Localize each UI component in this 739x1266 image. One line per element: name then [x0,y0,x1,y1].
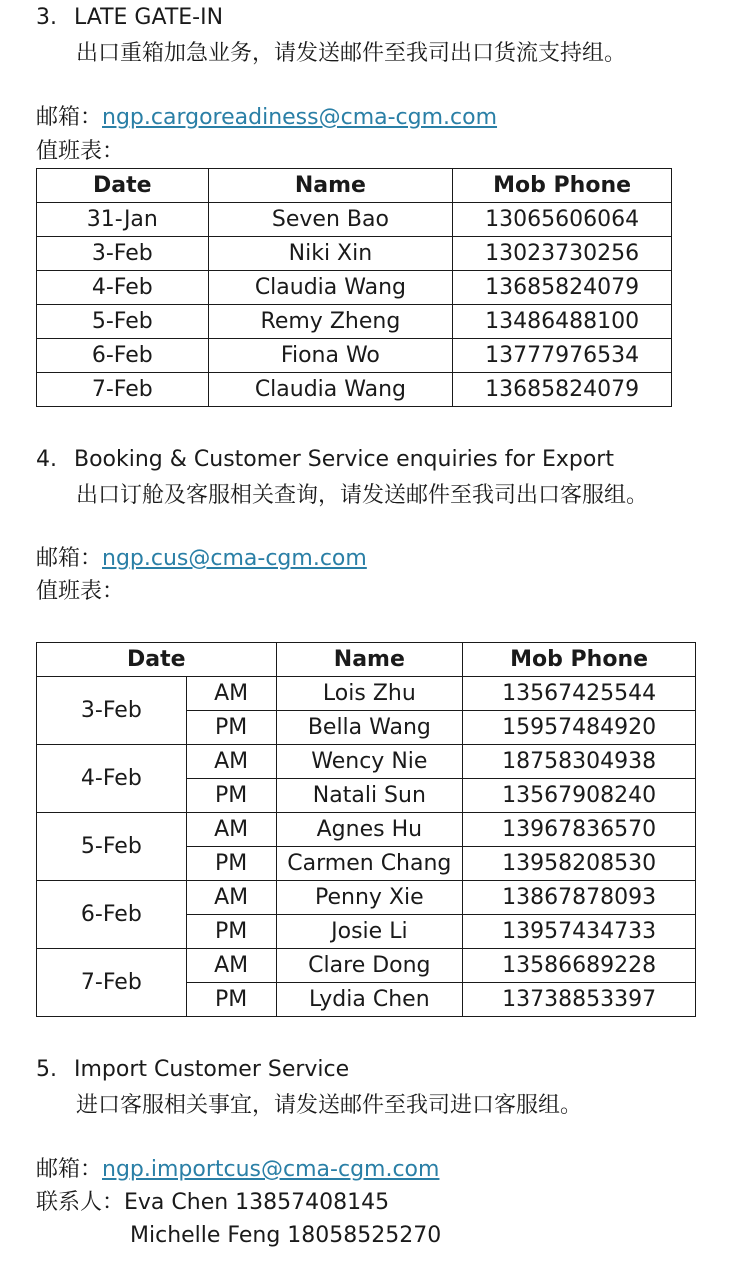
table-row [37,271,672,305]
table-row [37,237,672,271]
table-row [37,881,696,915]
table-header-row [37,643,696,677]
column-header-name: Name [276,643,463,677]
section4-email-line [36,545,367,573]
section5-email-link[interactable]: ngp.importcus@cma-cgm.com [102,1157,440,1182]
cell-period: AM [186,881,276,915]
cell-phone: 18758304938 [463,745,696,779]
cell-date: 7-Feb [37,949,187,1017]
cell-date: 4-Feb [37,271,209,305]
section5-contact-line [36,1189,389,1217]
cell-phone: 13738853397 [463,983,696,1017]
column-header-date: Date [37,643,277,677]
cell-period: PM [186,779,276,813]
cell-name: Agnes Hu [276,813,463,847]
cell-date: 5-Feb [37,305,209,339]
cell-phone: 13065606064 [453,203,672,237]
cell-period: PM [186,915,276,949]
cell-period: PM [186,847,276,881]
section3-title: LATE GATE-IN [74,5,224,30]
cell-period: AM [186,745,276,779]
cell-name: Seven Bao [208,203,453,237]
cell-name: Claudia Wang [208,271,453,305]
section4-desc: 出口订舱及客服相关查询，请发送邮件至我司出口客服组。 [76,483,649,508]
cell-phone: 13957434733 [463,915,696,949]
table-row [37,203,672,237]
cell-phone: 13777976534 [453,339,672,373]
table-header-row [37,169,672,203]
cell-name: Bella Wang [276,711,463,745]
section3-desc: 出口重箱加急业务，请发送邮件至我司出口货流支持组。 [76,41,627,66]
cell-phone: 13567908240 [463,779,696,813]
cell-period: PM [186,983,276,1017]
cell-period: AM [186,949,276,983]
cell-name: Josie Li [276,915,463,949]
section4-number: 4. [36,447,57,472]
cell-date: 4-Feb [37,745,187,813]
cell-date: 6-Feb [37,881,187,949]
cell-period: AM [186,677,276,711]
column-header-phone: Mob Phone [453,169,672,203]
cell-phone: 13567425544 [463,677,696,711]
cell-date: 6-Feb [37,339,209,373]
cell-period: AM [186,813,276,847]
table-row [37,949,696,983]
column-header-phone: Mob Phone [463,643,696,677]
section5-email-line [36,1156,439,1184]
section3-email-line [36,104,497,132]
cell-phone: 15957484920 [463,711,696,745]
cell-phone: 13685824079 [453,271,672,305]
cell-phone: 13586689228 [463,949,696,983]
section5-number: 5. [36,1057,57,1082]
table-row [37,677,696,711]
cell-phone: 13023730256 [453,237,672,271]
section4-duty-label: 值班表： [36,579,125,604]
column-header-date: Date [37,169,209,203]
cell-name: Natali Sun [276,779,463,813]
table-row [37,339,672,373]
cell-date: 5-Feb [37,813,187,881]
cell-date: 7-Feb [37,373,209,407]
section4-title: Booking & Customer Service enquiries for Export [74,447,614,472]
cell-name: Remy Zheng [208,305,453,339]
cell-phone: 13867878093 [463,881,696,915]
section3-email-label: 邮箱： [36,105,103,130]
cell-name: Lois Zhu [276,677,463,711]
section3-number: 3. [36,5,57,30]
cell-name: Clare Dong [276,949,463,983]
section3-heading [36,4,223,32]
table-row [37,305,672,339]
section4-heading [36,446,614,474]
cell-name: Niki Xin [208,237,453,271]
section3-duty-label: 值班表： [36,139,125,164]
cell-phone: 13486488100 [453,305,672,339]
cell-phone: 13958208530 [463,847,696,881]
section3-email-link[interactable]: ngp.cargoreadiness@cma-cgm.com [102,105,498,130]
table-row [37,373,672,407]
section3-duty-table [36,168,672,407]
cell-phone: 13967836570 [463,813,696,847]
cell-name: Claudia Wang [208,373,453,407]
section5-title: Import Customer Service [74,1057,350,1082]
cell-date: 3-Feb [37,677,187,745]
cell-name: Fiona Wo [208,339,453,373]
section5-contact-label: 联系人： [36,1190,125,1215]
cell-name: Penny Xie [276,881,463,915]
section5-desc: 进口客服相关事宜，请发送邮件至我司进口客服组。 [76,1093,583,1118]
section4-duty-table [36,642,696,1017]
cell-date: 3-Feb [37,237,209,271]
section5-email-label: 邮箱： [36,1157,103,1182]
cell-name: Carmen Chang [276,847,463,881]
section5-heading [36,1056,349,1084]
table-row [37,745,696,779]
section5-contact-2: Michelle Feng 18058525270 [130,1223,442,1248]
cell-name: Lydia Chen [276,983,463,1017]
column-header-name: Name [208,169,453,203]
section4-email-link[interactable]: ngp.cus@cma-cgm.com [102,546,367,571]
section5-contact-1: Eva Chen 13857408145 [124,1190,390,1215]
cell-period: PM [186,711,276,745]
section4-email-label: 邮箱： [36,546,103,571]
table-row [37,813,696,847]
cell-phone: 13685824079 [453,373,672,407]
cell-name: Wency Nie [276,745,463,779]
cell-date: 31-Jan [37,203,209,237]
